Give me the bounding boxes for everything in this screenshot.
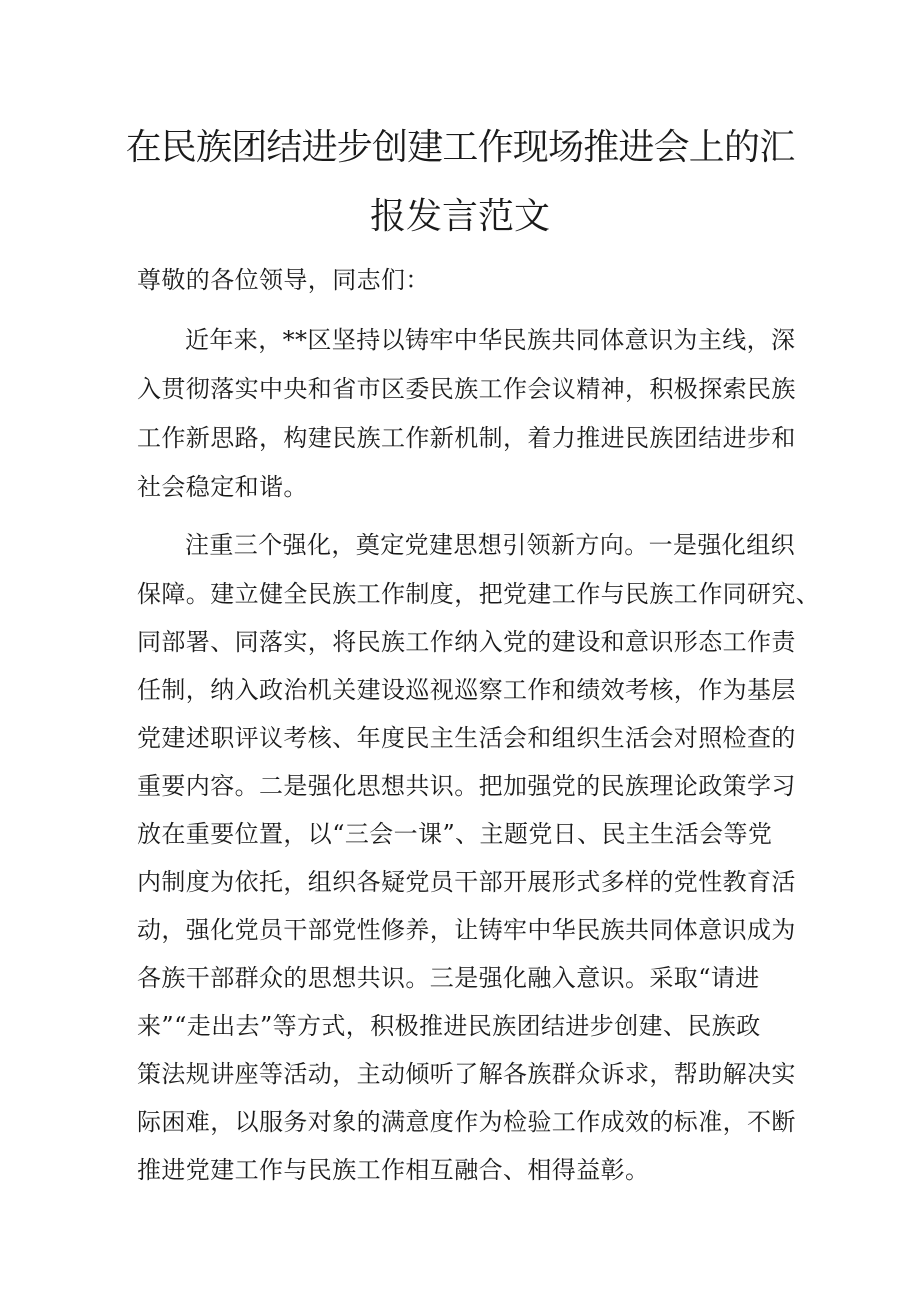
paragraph-line: 际困难，以服务对象的满意度作为检验工作成效的标准，不断 — [137, 1108, 796, 1136]
paragraph-line: 动，强化党员干部党性修养，让铸牢中华民族共同体意识成为 — [137, 916, 796, 944]
document-title-line-1: 在民族团结进步创建工作现场推进会上的汇 — [125, 127, 795, 168]
paragraph-line: 内制度为依托，组织各疑党员干部开展形式多样的党性教育活 — [137, 868, 796, 896]
salutation: 尊敬的各位领导，同志们： — [137, 266, 430, 294]
paragraph-line: 社会稳定和谐。 — [137, 473, 308, 501]
paragraph-line: 入贯彻落实中央和省市区委民族工作会议精神，积极探索民族 — [137, 375, 796, 403]
paragraph-line: 注重三个强化，奠定党建思想引领新方向。一是强化组织 — [185, 531, 795, 559]
paragraph-line: 近年来，**区坚持以铸牢中华民族共同体意识为主线，深 — [185, 326, 796, 354]
paragraph-line: 各族干部群众的思想共识。三是强化融入意识。采取“请进 — [137, 964, 760, 992]
paragraph-line: 保障。建立健全民族工作制度，把党建工作与民族工作同研究、 — [137, 580, 821, 608]
paragraph-line: 重要内容。二是强化思想共识。把加强党的民族理论政策学习 — [137, 772, 796, 800]
paragraph-line: 工作新思路，构建民族工作新机制，着力推进民族团结进步和 — [137, 424, 796, 452]
paragraph-line: 来”“走出去”等方式，积极推进民族团结进步创建、民族政 — [137, 1012, 761, 1040]
paragraph-line: 策法规讲座等活动，主动倾听了解各族群众诉求，帮助解决实 — [137, 1060, 796, 1088]
paragraph-line: 放在重要位置，以“三会一课”、主题党日、民主生活会等党 — [137, 820, 773, 848]
paragraph-line: 推进党建工作与民族工作相互融合、相得益彰。 — [137, 1156, 650, 1184]
paragraph-line: 党建述职评议考核、年度民主生活会和组织生活会对照检查的 — [137, 724, 796, 752]
document-title-line-2: 报发言范文 — [369, 196, 550, 237]
paragraph-line: 任制，纳入政治机关建设巡视巡察工作和绩效考核，作为基层 — [137, 676, 796, 704]
paragraph-line: 同部署、同落实，将民族工作纳入党的建设和意识形态工作责 — [137, 628, 796, 656]
